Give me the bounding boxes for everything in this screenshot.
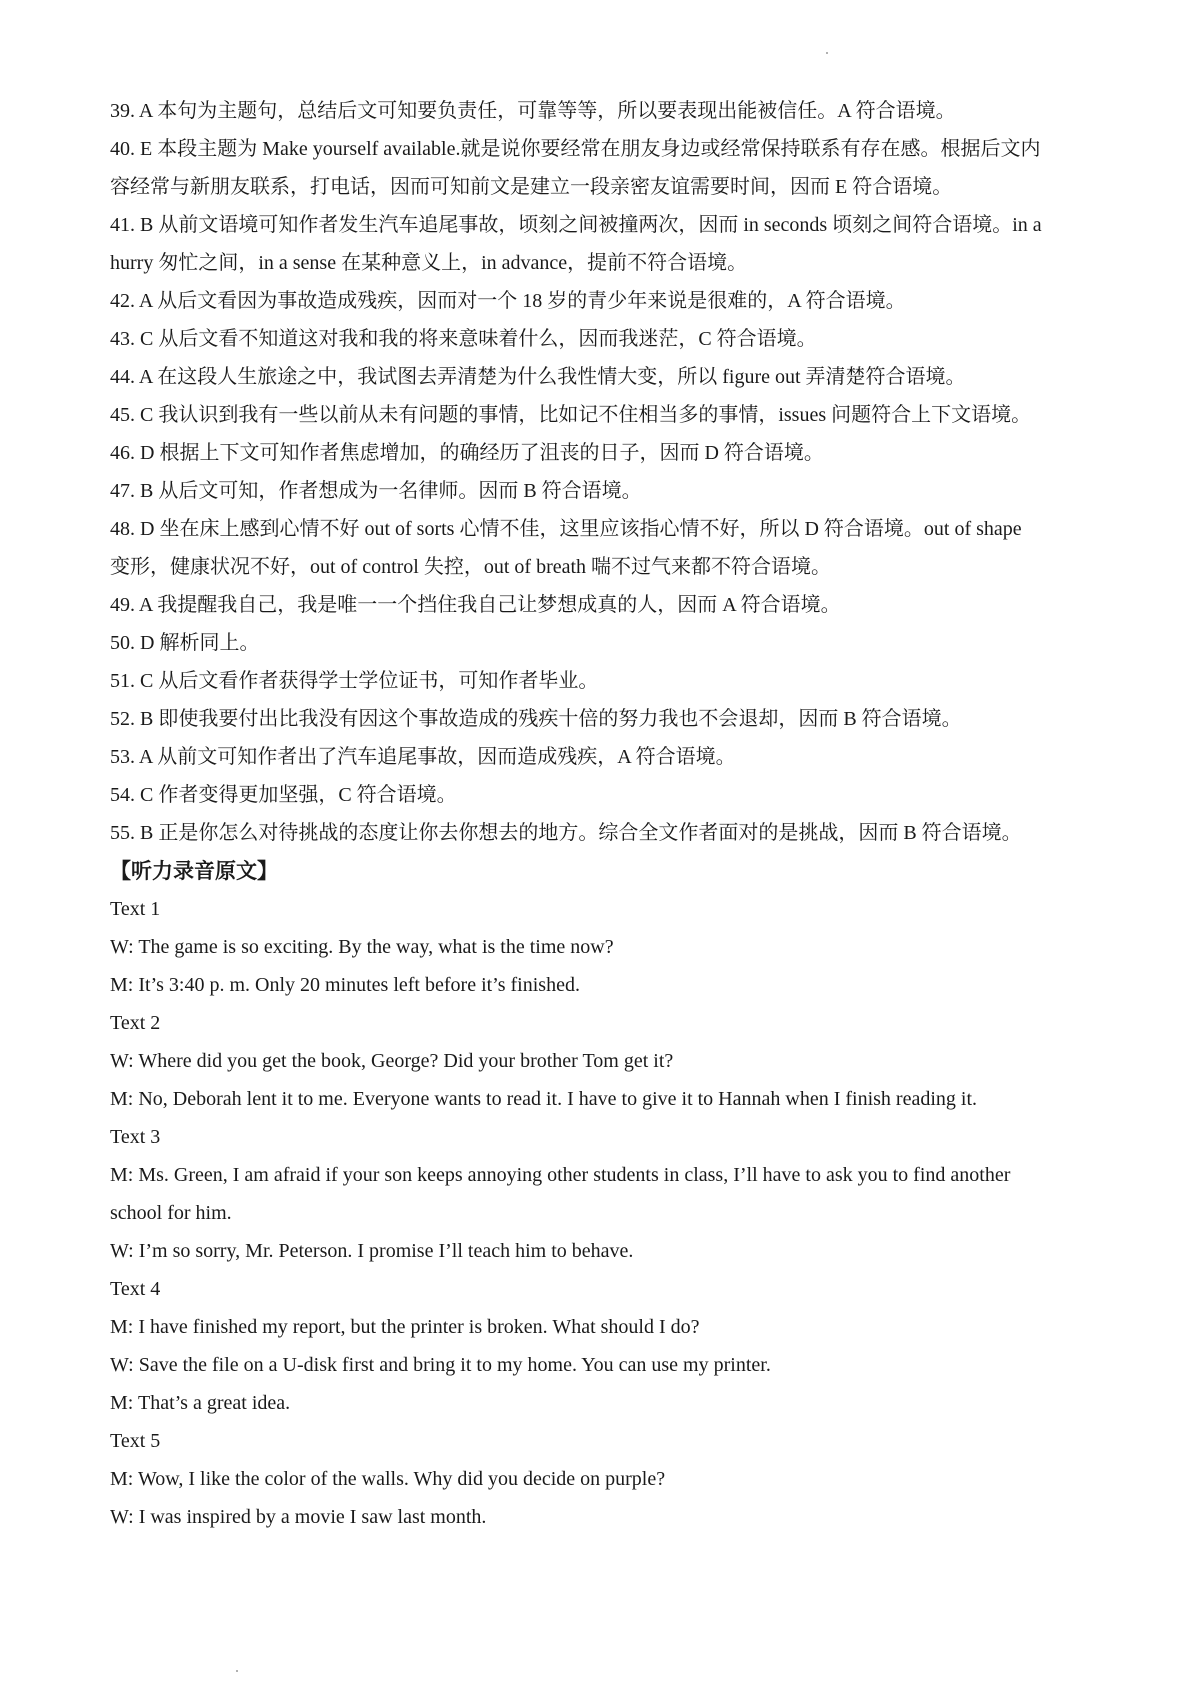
dialogue-line: W: I was inspired by a movie I saw last month. (110, 1506, 487, 1528)
dialogue-line: M: That’s a great idea. (110, 1392, 291, 1414)
answer-44 (110, 358, 1100, 396)
answer-46 (110, 434, 1100, 472)
answer-48 (110, 510, 1100, 586)
text-line: 53. A 从前文可知作者出了汽车追尾事故，因而造成残疾，A 符合语境。 (110, 746, 736, 768)
text-line: 49. A 我提醒我自己，我是唯一一个挡住我自己让梦想成真的人，因而 A 符合语境。 (110, 594, 841, 616)
transcript-title: Text 2 (110, 1012, 161, 1034)
text-line: 54. C 作者变得更加坚强，C 符合语境。 (110, 784, 457, 806)
text-line: 45. C 我认识到我有一些以前从未有问题的事情，比如记不住相当多的事情，issues 问题符合上下文语境。 (110, 404, 1032, 426)
dialogue-line: W: Save the file on a U-disk first and bring it to my home. You can use my printer. (110, 1354, 771, 1376)
answer-explanations (110, 92, 1100, 852)
answer-54 (110, 776, 1100, 814)
scan-speck (236, 1670, 238, 1672)
transcript-text-3 (110, 1118, 1100, 1270)
transcript-title: Text 1 (110, 898, 161, 920)
text-line: 48. D 坐在床上感到心情不好 out of sorts 心情不佳，这里应该指心情不好，所以 D 符合语境。out of shape (110, 518, 1022, 540)
answer-47 (110, 472, 1100, 510)
answer-40 (110, 130, 1100, 206)
text-line: 容经常与新朋友联系，打电话，因而可知前文是建立一段亲密友谊需要时间，因而 E 符合语境。 (110, 176, 953, 198)
text-line: 52. B 即使我要付出比我没有因这个事故造成的残疾十倍的努力我也不会退却，因而 B 符合语境。 (110, 708, 962, 730)
dialogue-line-continued: school for him. (110, 1202, 232, 1224)
section-heading-listening: 【听力录音原文】 (110, 859, 278, 883)
transcript-text-4 (110, 1270, 1100, 1422)
answer-39 (110, 92, 1100, 130)
listening-transcripts (110, 890, 1100, 1536)
answer-45 (110, 396, 1100, 434)
transcript-text-5 (110, 1422, 1100, 1536)
text-line: 44. A 在这段人生旅途之中，我试图去弄清楚为什么我性情大变，所以 figure out 弄清楚符合语境。 (110, 366, 966, 388)
text-line: 43. C 从后文看不知道这对我和我的将来意味着什么，因而我迷茫，C 符合语境。 (110, 328, 817, 350)
text-line: 41. B 从前文语境可知作者发生汽车追尾事故，顷刻之间被撞两次，因而 in seconds 顷刻之间符合语境。in a (110, 214, 1042, 236)
answer-43 (110, 320, 1100, 358)
transcript-title: Text 4 (110, 1278, 161, 1300)
transcript-title: Text 3 (110, 1126, 161, 1148)
scan-speck (826, 52, 828, 54)
text-line: 40. E 本段主题为 Make yourself available.就是说你要经常在朋友身边或经常保持联系有存在感。根据后文内 (110, 138, 1041, 160)
answer-41 (110, 206, 1100, 282)
answer-52 (110, 700, 1100, 738)
dialogue-line: M: No, Deborah lent it to me. Everyone wants to read it. I have to give it to Hannah when I finish reading it. (110, 1088, 978, 1110)
text-line: 51. C 从后文看作者获得学士学位证书，可知作者毕业。 (110, 670, 599, 692)
text-line: 39. A 本句为主题句，总结后文可知要负责任，可靠等等，所以要表现出能被信任。A 符合语境。 (110, 100, 956, 122)
text-line: 42. A 从后文看因为事故造成残疾，因而对一个 18 岁的青少年来说是很难的，A 符合语境。 (110, 290, 906, 312)
text-line: 55. B 正是你怎么对待挑战的态度让你去你想去的地方。综合全文作者面对的是挑战，因而 B 符合语境。 (110, 822, 1022, 844)
dialogue-line: W: I’m so sorry, Mr. Peterson. I promise I’ll teach him to behave. (110, 1240, 634, 1262)
answer-50 (110, 624, 1100, 662)
text-line: hurry 匆忙之间，in a sense 在某种意义上，in advance，提前不符合语境。 (110, 252, 748, 274)
dialogue-line: M: Wow, I like the color of the walls. Why did you decide on purple? (110, 1468, 666, 1490)
page-content (110, 92, 1100, 1536)
text-line: 47. B 从后文可知，作者想成为一名律师。因而 B 符合语境。 (110, 480, 642, 502)
transcript-text-1 (110, 890, 1100, 1004)
dialogue-line: M: I have finished my report, but the printer is broken. What should I do? (110, 1316, 700, 1338)
dialogue-line: M: Ms. Green, I am afraid if your son keeps annoying other students in class, I’ll have to ask you to find another (110, 1164, 1011, 1186)
text-line: 变形，健康状况不好，out of control 失控，out of breath 喘不过气来都不符合语境。 (110, 556, 832, 578)
text-line: 46. D 根据上下文可知作者焦虑增加，的确经历了沮丧的日子，因而 D 符合语境。 (110, 442, 824, 464)
answer-51 (110, 662, 1100, 700)
answer-55 (110, 814, 1100, 852)
dialogue-line: W: Where did you get the book, George? Did your brother Tom get it? (110, 1050, 674, 1072)
text-line: 50. D 解析同上。 (110, 632, 260, 654)
answer-53 (110, 738, 1100, 776)
answer-49 (110, 586, 1100, 624)
answer-42 (110, 282, 1100, 320)
dialogue-line: M: It’s 3:40 p. m. Only 20 minutes left before it’s finished. (110, 974, 580, 996)
transcript-title: Text 5 (110, 1430, 161, 1452)
transcript-text-2 (110, 1004, 1100, 1118)
dialogue-line: W: The game is so exciting. By the way, what is the time now? (110, 936, 614, 958)
